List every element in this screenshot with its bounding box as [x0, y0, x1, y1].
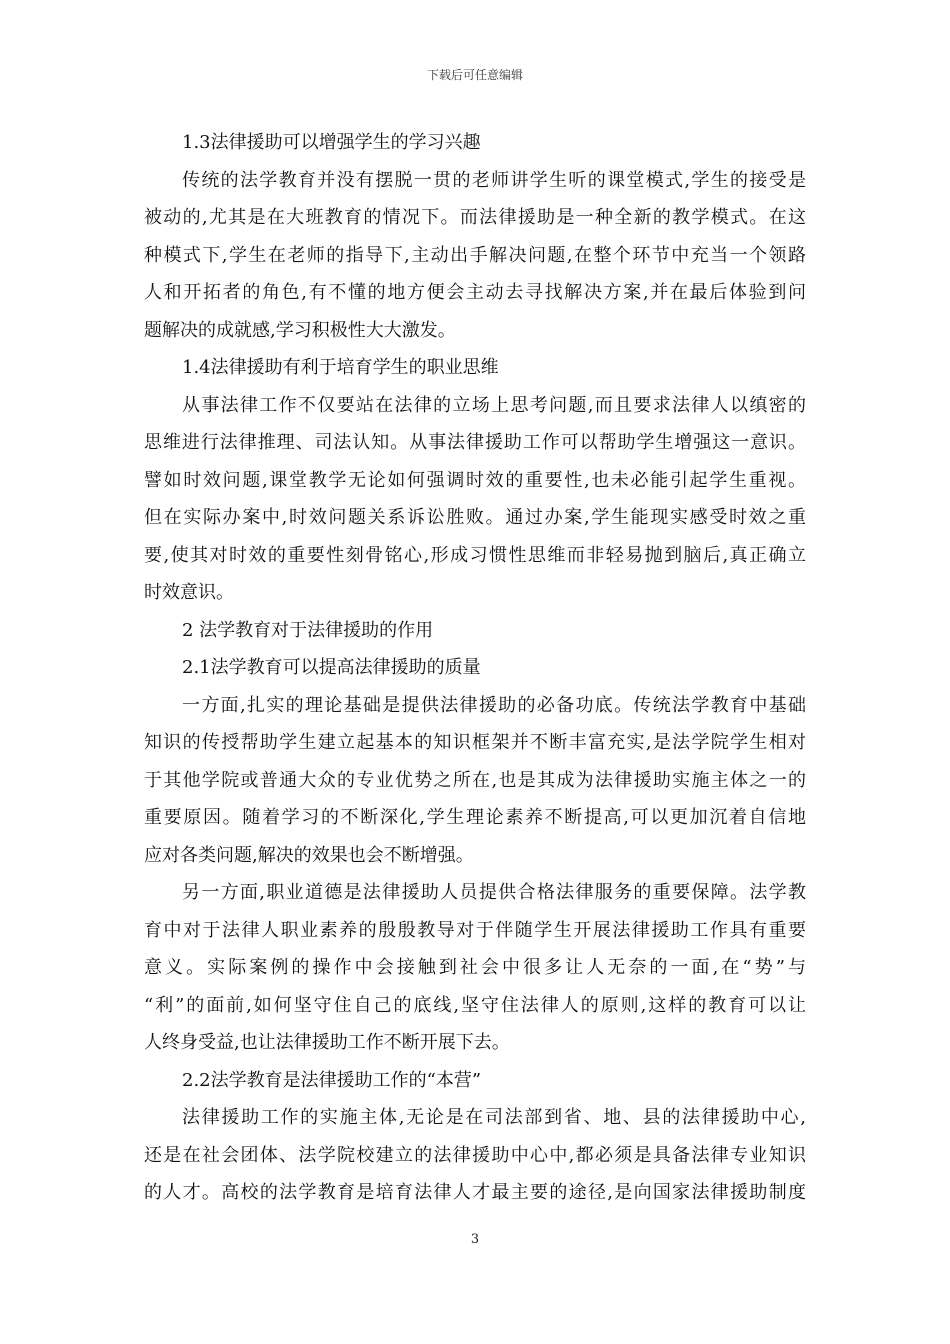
page-number: 3: [470, 1232, 480, 1247]
paragraph-line: 但在实际办案中,时效问题关系诉讼胜败。通过办案,学生能现实感受时效之重: [144, 507, 806, 528]
paragraph-line: 重要原因。随着学习的不断深化,学生理论素养不断提高,可以更加沉着自信地: [144, 807, 806, 828]
paragraph-line: 人终身受益,也让法律援助工作不断开展下去。: [144, 1032, 510, 1053]
section-heading-2-1: 2.1法学教育可以提高法律援助的质量: [182, 657, 481, 678]
paragraph-line: 思维进行法律推理、司法认知。从事法律援助工作可以帮助学生增强这一意识。: [144, 432, 806, 453]
paragraph-line: 人和开拓者的角色,有不懂的地方便会主动去寻找解决方案,并在最后体验到问: [144, 282, 806, 303]
paragraph-line: 题解决的成就感,学习积极性大大激发。: [144, 319, 456, 341]
paragraph-line: 法律援助工作的实施主体,无论是在司法部到省、地、县的法律援助中心,: [182, 1107, 806, 1128]
paragraph-line: 传统的法学教育并没有摆脱一贯的老师讲学生听的课堂模式,学生的接受是: [182, 169, 806, 191]
paragraph-line: 时效意识。: [144, 582, 234, 603]
paragraph-line: “利”的面前,如何坚守住自己的底线,坚守住法律人的原则,这样的教育可以让: [144, 994, 806, 1016]
paragraph-line: 要,使其对时效的重要性刻骨铭心,形成习惯性思维而非轻易抛到脑后,真正确立: [144, 544, 806, 566]
document-body: [144, 124, 806, 1212]
paragraph-line: 还是在社会团体、法学院校建立的法律援助中心中,都必须是具备法律专业知识: [144, 1144, 806, 1166]
paragraph-line: 被动的,尤其是在大班教育的情况下。而法律援助是一种全新的教学模式。在这: [144, 207, 806, 228]
paragraph-line: 应对各类问题,解决的效果也会不断增强。: [144, 844, 474, 866]
paragraph-line: 种模式下,学生在老师的指导下,主动出手解决问题,在整个环节中充当一个领路: [144, 244, 806, 266]
paragraph-line: 一方面,扎实的理论基础是提供法律援助的必备功底。传统法学教育中基础: [182, 694, 806, 716]
paragraph-line: 意义。实际案例的操作中会接触到社会中很多让人无奈的一面,在“势”与: [144, 957, 806, 978]
paragraph-line: 的人才。高校的法学教育是培育法律人才最主要的途径,是向国家法律援助制度: [144, 1182, 806, 1203]
paragraph-line: 从事法律工作不仅要站在法律的立场上思考问题,而且要求法律人以缜密的: [182, 394, 806, 416]
section-heading-2-2: 2.2法学教育是法律援助工作的“本营”: [182, 1069, 482, 1091]
paragraph-line: 另一方面,职业道德是法律援助人员提供合格法律服务的重要保障。法学教: [182, 882, 806, 903]
paragraph-line: 譬如时效问题,课堂教学无论如何强调时效的重要性,也未必能引起学生重视。: [144, 469, 806, 491]
section-heading-2: 2 法学教育对于法律援助的作用: [182, 619, 434, 641]
paragraph-line: 于其他学院或普通大众的专业优势之所在,也是其成为法律援助实施主体之一的: [144, 769, 806, 791]
page-header: 下载后可任意编辑: [426, 68, 523, 82]
paragraph-line: 育中对于法律人职业素养的殷殷教导对于伴随学生开展法律援助工作具有重要: [144, 919, 806, 941]
paragraph-line: 知识的传授帮助学生建立起基本的知识框架并不断丰富充实,是法学院学生相对: [144, 732, 806, 753]
section-heading-1-4: 1.4法律援助有利于培育学生的职业思维: [182, 357, 499, 378]
section-heading-1-3: 1.3法律援助可以增强学生的学习兴趣: [182, 132, 481, 153]
